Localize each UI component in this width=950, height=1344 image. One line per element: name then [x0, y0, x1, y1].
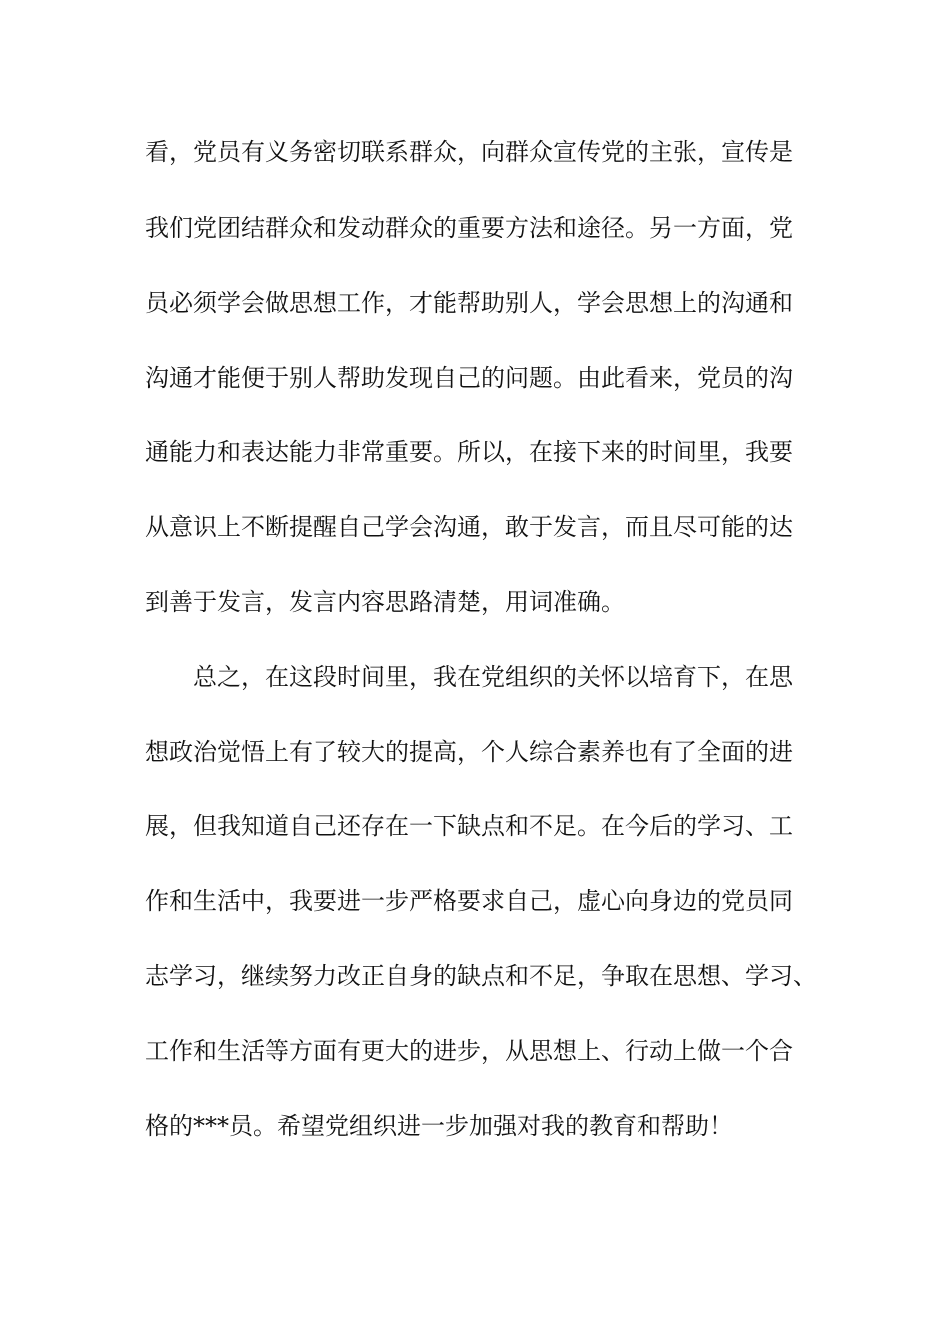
paragraph-line: 展，但我知道自己还存在一下缺点和不足。在今后的学习、工 — [145, 812, 793, 840]
paragraph-line: 想政治觉悟上有了较大的提高，个人综合素养也有了全面的进 — [145, 738, 793, 766]
paragraph-line: 格的***员。希望党组织进一步加强对我的教育和帮助！ — [145, 1112, 733, 1140]
paragraph-line: 看，党员有义务密切联系群众，向群众宣传党的主张，宣传是 — [145, 138, 793, 166]
paragraph-line: 沟通才能便于别人帮助发现自己的问题。由此看来，党员的沟 — [145, 364, 793, 392]
paragraph-line: 我们党团结群众和发动群众的重要方法和途径。另一方面，党 — [145, 214, 793, 242]
paragraph-line: 员必须学会做思想工作，才能帮助别人，学会思想上的沟通和 — [145, 289, 793, 317]
paragraph-line: 到善于发言，发言内容思路清楚，用词准确。 — [145, 588, 625, 616]
paragraph-line: 工作和生活等方面有更大的进步，从思想上、行动上做一个合 — [145, 1037, 793, 1065]
paragraph-line: 从意识上不断提醒自己学会沟通，敢于发言，而且尽可能的达 — [145, 513, 793, 541]
paragraph-line: 通能力和表达能力非常重要。所以，在接下来的时间里，我要 — [145, 438, 793, 466]
paragraph-line: 志学习，继续努力改正自身的缺点和不足，争取在思想、学习、 — [145, 962, 817, 990]
paragraph-line: 作和生活中，我要进一步严格要求自己，虚心向身边的党员同 — [145, 887, 793, 915]
paragraph-first-line: 总之，在这段时间里，我在党组织的关怀以培育下，在思 — [193, 663, 793, 691]
